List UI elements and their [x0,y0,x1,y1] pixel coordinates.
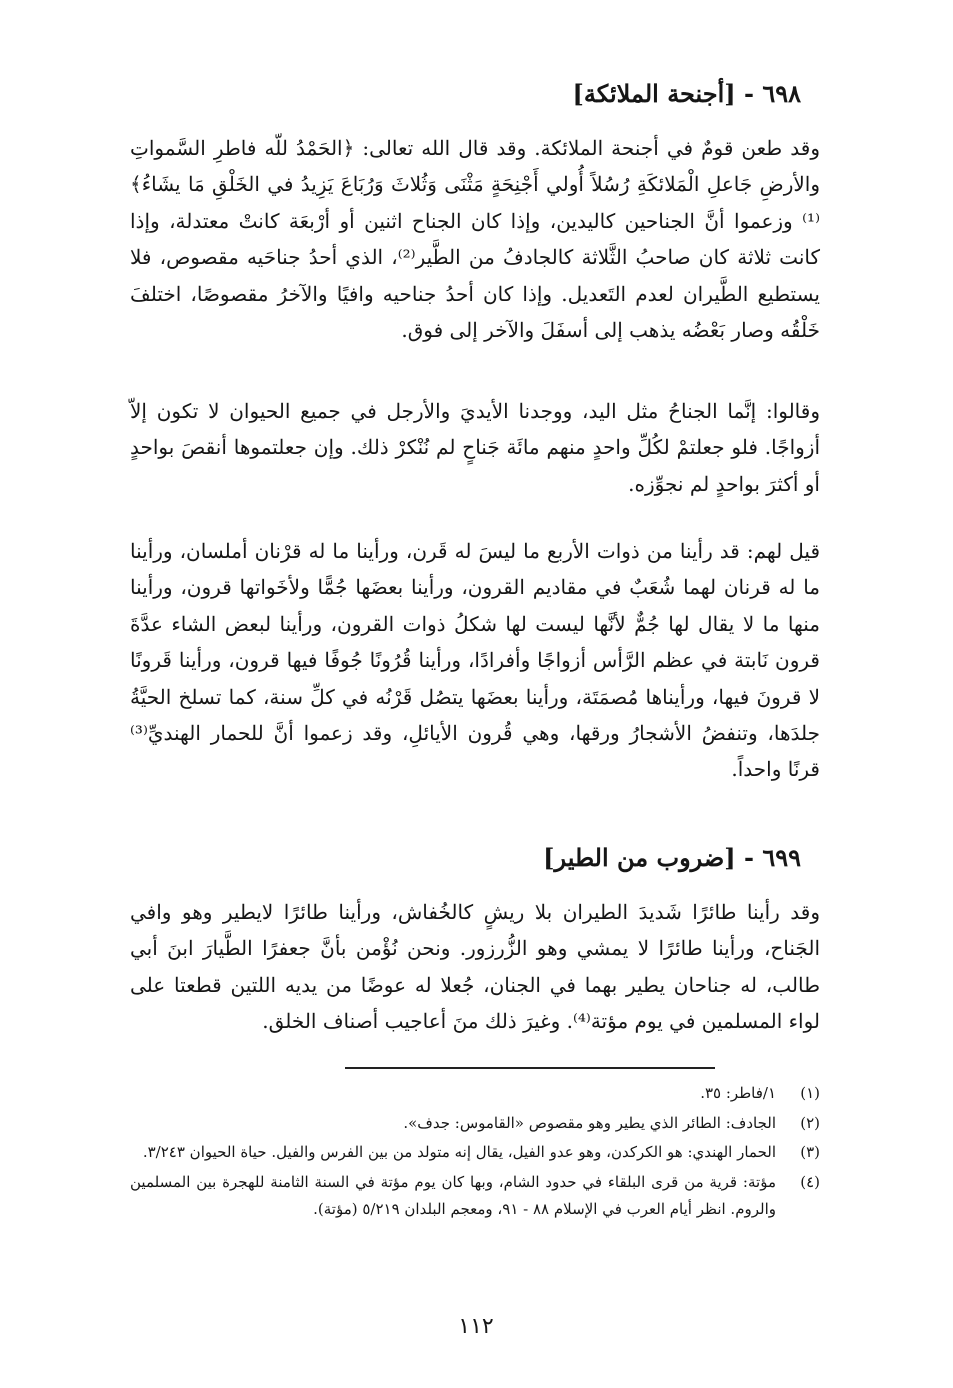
footnotes [130,1080,820,1226]
paragraph-horns: قيل لهم: قد رأينا من ذوات الأربع ما ليسَ له قَرن، ورأينا ما له قرْنان أملسان، ورأينا ما له قرنان لهما شُعَبٌ في مقاديم القرون، ورأينا بعضَها جُمًّا ولأخَواتها قرون، ورأينا منها ما لا يقال لها جُمٌّ لأنَّها ليست لها شكلُ ذوات القرون، ورأينا لبعض الشاء عدَّةَ قرون نَابتة في عظم الرَّأس أزواجًا وأفرادًا، ورأينا قُرُونًا جُوفًا فيها قرون، ورأينا قَرونًا لا قرونَ فيها، ورأيناها مُصمَتَة، ورأينا بعضَها يتصُل قَرْنُه في كلِّ سنة، كما تسلخ الحيَّةُ جلدَها، وتنفضُ الأشجارُ ورقها، وهي قُرون الأيائلِ، وقد زعموا أنَّ للحمار الهنديِّ⁽³⁾ قرنًا واحداً. [130,539,820,782]
paragraph-wings-of-angels: وقد طعن قومٌ في أجنحة الملائكة. وقد قال الله تعالى: ﴿الحَمْدُ للّه فاطرِ السَّمواتِ والأرضِ جَاعلِ الْمَلائكَةِ رُسُلاً أُولي أَجْنِحَةٍ مَثْنَى وَثُلاثَ وَرُبَاعَ يَزِيدُ في الخَلْقِ مَا يشَاءُ﴾⁽¹⁾ وزعموا أنَّ الجناحين كاليدين، وإذا كان الجناح اثنين أو أرْبعَة كانتْ معتدلة، وإذا كانت ثلاثة كان صاحبُ الثَّلاثة كالجادفُ من الطَّير⁽²⁾، الذي أحدُ جناحَيه مقصوص، فلا يستطيع الطَّيران لعدم التَعديل. وإذا كان أحدُ جناحيه وافيًا والآخرُ مقصوصًا، اختلفَ خَلْقُه وصار بَعْضُه يذهب إلى أسفَلَ والآخر إلى فوق. [130,136,821,343]
section-heading-698: ٦٩٨ - [أجنحة الملائكة] [572,79,801,108]
page-number: ١١٢ [458,1314,494,1339]
footnote [130,1110,820,1138]
footnote-text: الحمار الهندي: هو الكركدن، وهو عدو الفيل، يقال إنه متولد من بين الفرس والفيل. حياة الحيوان ٣/٢٤٣. [142,1143,776,1161]
paragraph-wings-like-hands: وقالوا: إنَّما الجناحُ مثل اليد، ووجدنا الأيديَ والأرجل في جميع الحيوان لا تكون إلاّ أزواجًا. فلو جعلتمْ لكُلِّ واحدٍ منهم مائَة جَناحٍ لم نُنْكرْ ذلك. وإن جعلتموها أنقصَ بواحدٍ أو أكثرَ بواحدٍ لم نجوِّزه. [130,399,820,496]
section-heading-699: ٦٩٩ - [ضروب من الطير] [543,843,801,872]
footnote-divider [345,1067,715,1069]
footnote [130,1080,820,1108]
footnote-number: (٤) [800,1172,820,1191]
footnote-text: ١/فاطر: ٣٥. [700,1084,776,1102]
footnote-number: (٣) [800,1143,820,1161]
paragraph-kinds-of-birds: وقد رأينا طائرًا شَديدَ الطيران بلا ريشٍ كالخُفاش، ورأينا طائرًا لايطير وهو وافي الجَناح، ورأينا طائرًا لا يمشي وهو الزُّرزور. ونحن نُؤْمن بأنَّ جعفرًا الطَّيارَ ابنَ أبي طالب، له جناحان يطير بهما في الجنان، جُعلا له عوضًا من يديه اللتين قطعتا على لواء المسلمين في يوم مؤتة⁽⁴⁾. وغيرَ ذلك منَ أعاجيب أصناف الخلق. [130,900,820,1034]
footnote [130,1169,820,1224]
footnote-text: الجادف: الطائر الذي يطير وهو مقصوص «القاموس: جدف». [403,1113,776,1132]
footnote-text: مؤتة: قرية من قرى البلقاء في حدود الشام، وبها كان يوم مؤتة في السنة الثامنة للهجرة بين المسلمين والروم. انظر أيام العرب في الإسلام ٨٨ - ٩١، ومعجم البلدان ٥/٢١٩ (مؤتة). [130,1172,776,1218]
footnote-number: (١) [800,1084,820,1102]
footnote-number: (٢) [800,1113,820,1132]
footnote [130,1139,820,1167]
